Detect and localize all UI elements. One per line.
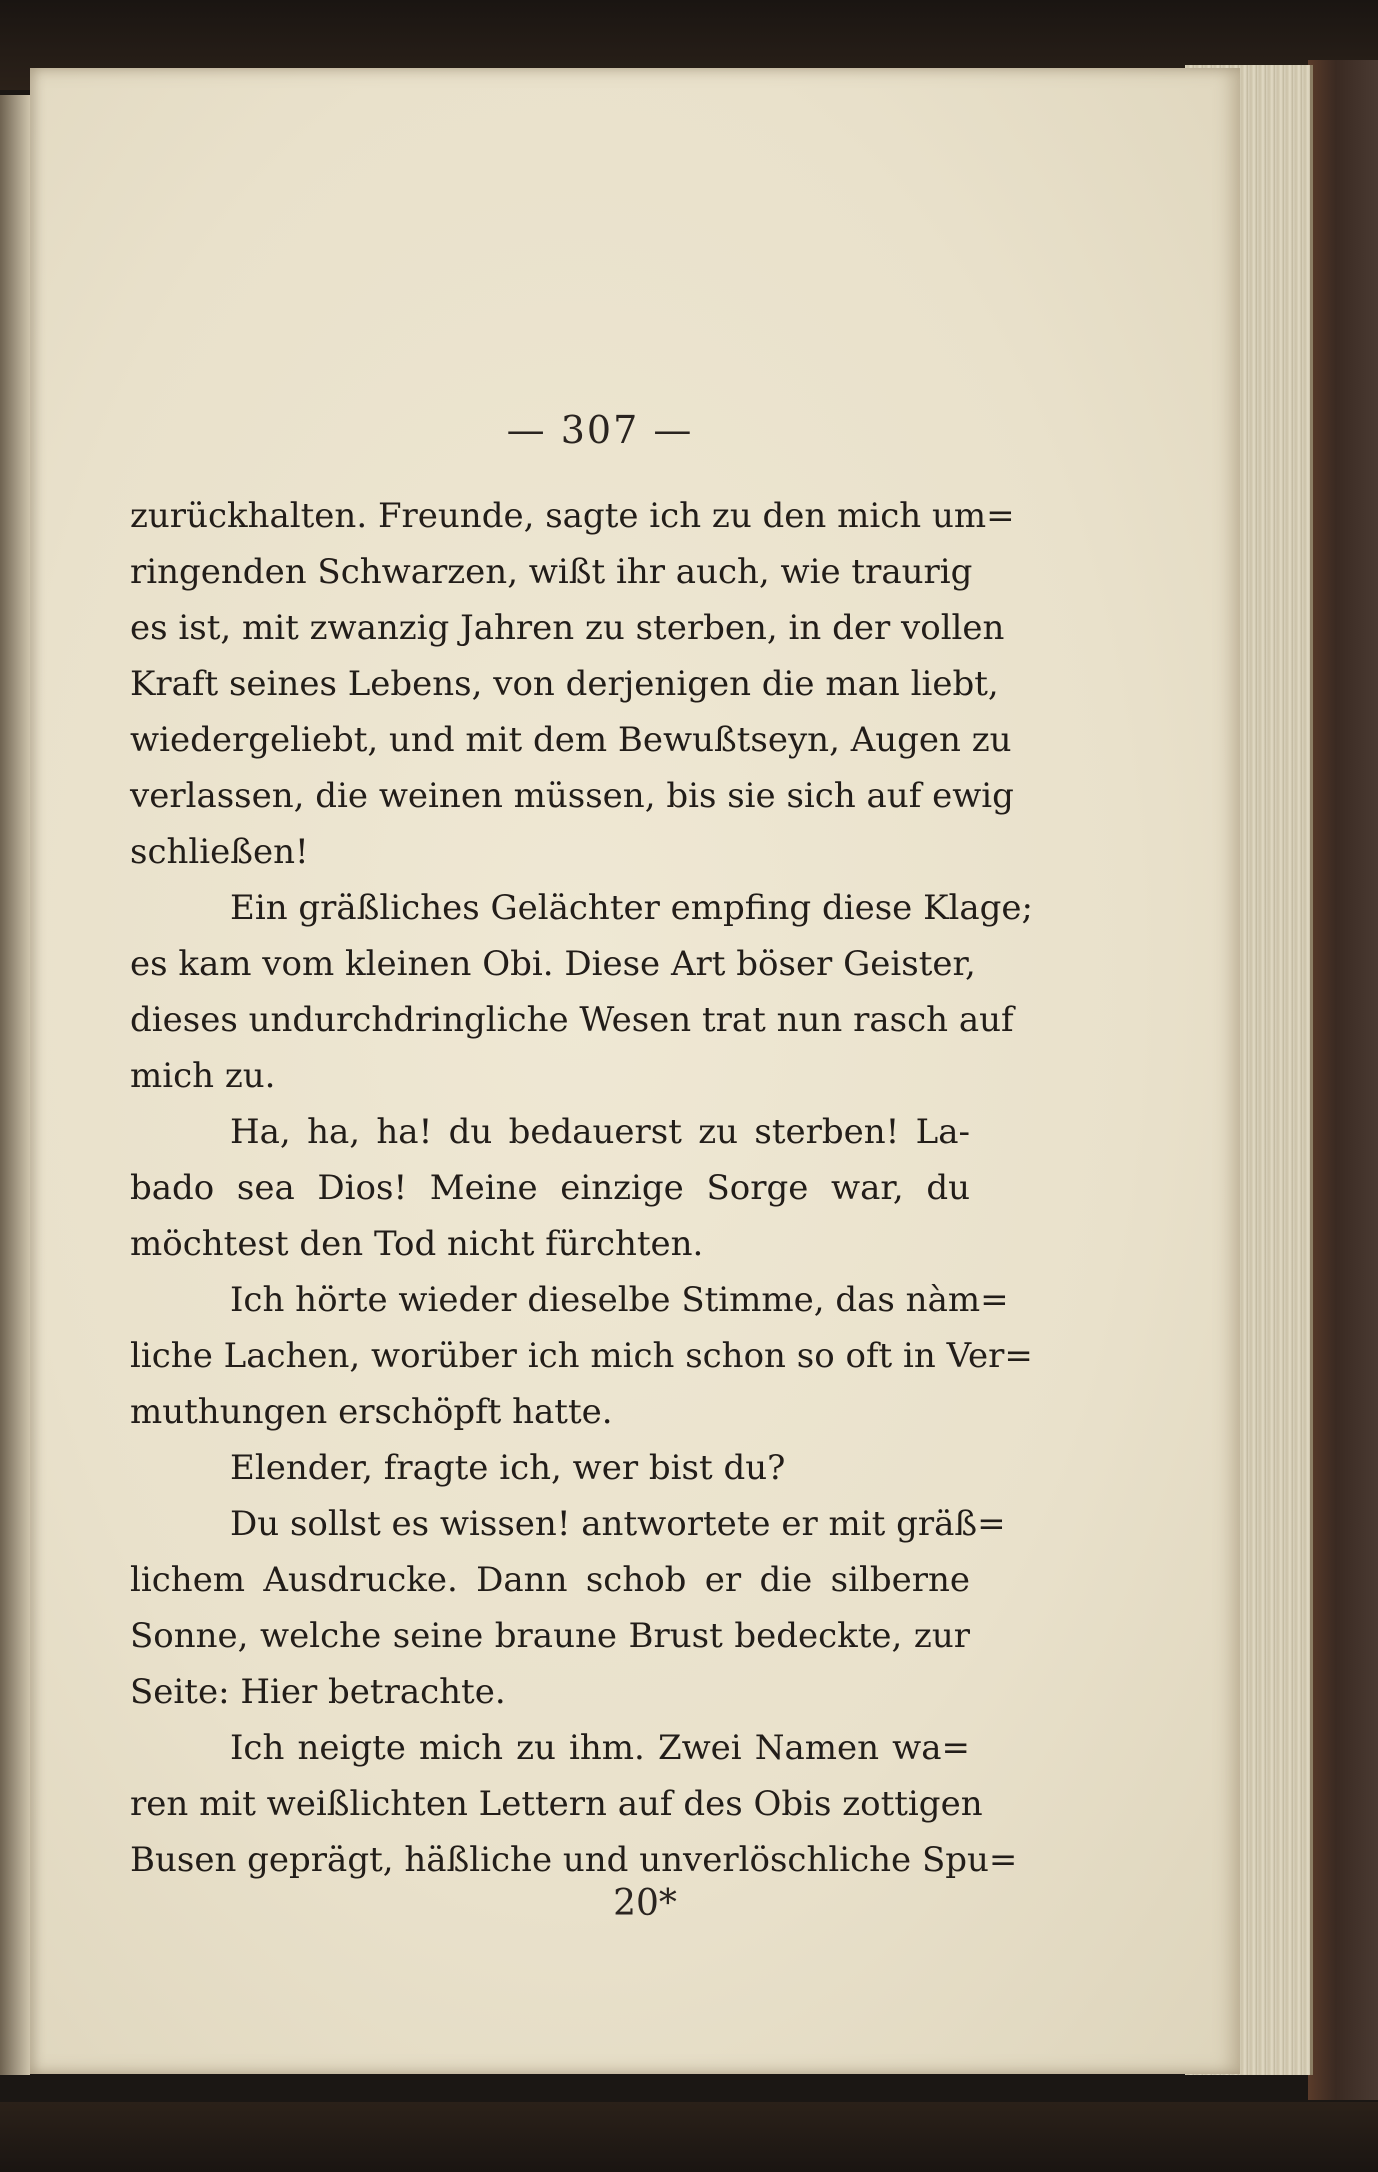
text-line: zurückhalten. Freunde, sagte ich zu den mich um= [130,496,1015,536]
text-line: Ich neigte mich zu ihm. Zwei Namen wa= [230,1728,970,1768]
text-line: Du sollst es wissen! antwortete er mit gräß= [230,1504,1006,1544]
body-text [130,488,1033,1888]
text-line: Ha, ha, ha! du bedauerst zu sterben! La- [230,1112,970,1152]
text-line: Seite: Hier betrachte. [130,1672,506,1712]
book-page [30,68,1240,2074]
text-line: schließen! [130,832,309,872]
text-line: muthungen erschöpft hatte. [130,1392,613,1432]
text-line: es ist, mit zwanzig Jahren zu sterben, in der vollen [130,608,1005,648]
text-line: ren mit weißlichten Lettern auf des Obis zottigen [130,1784,983,1824]
text-line: Busen geprägt, häßliche und unverlöschliche Spu= [130,1840,1018,1880]
text-line: verlassen, die weinen müssen, bis sie sich auf ewig [130,776,1014,816]
page-number: — 307 — [506,408,694,452]
text-line: es kam vom kleinen Obi. Diese Art böser Geister, [130,944,976,984]
text-line: Kraft seines Lebens, von derjenigen die man liebt, [130,664,999,704]
text-line: mich zu. [130,1056,276,1096]
book-cover-spine [1308,60,1378,2100]
text-line: Ein gräßliches Gelächter empfing diese Klage; [230,888,1033,928]
text-line: bado sea Dios! Meine einzige Sorge war, du [130,1168,970,1208]
text-line: möchtest den Tod nicht fürchten. [130,1224,704,1264]
text-line: liche Lachen, worüber ich mich schon so oft in Ver= [130,1336,1033,1376]
text-line: dieses undurchdringliche Wesen trat nun rasch auf [130,1000,1014,1040]
text-line: wiedergeliebt, und mit dem Bewußtseyn, Augen zu [130,720,1012,760]
text-line: ringenden Schwarzen, wißt ihr auch, wie traurig [130,552,973,592]
facing-page-edge [0,95,30,2075]
book-cover-bottom [0,2102,1378,2172]
text-line: Elender, fragte ich, wer bist du? [230,1448,786,1488]
text-line: Ich hörte wieder dieselbe Stimme, das nàm= [230,1280,1009,1320]
text-line: lichem Ausdrucke. Dann schob er die silberne [130,1560,970,1600]
signature-mark: 20* [613,1883,677,1924]
text-line: Sonne, welche seine braune Brust bedeckte, zur [130,1616,970,1656]
